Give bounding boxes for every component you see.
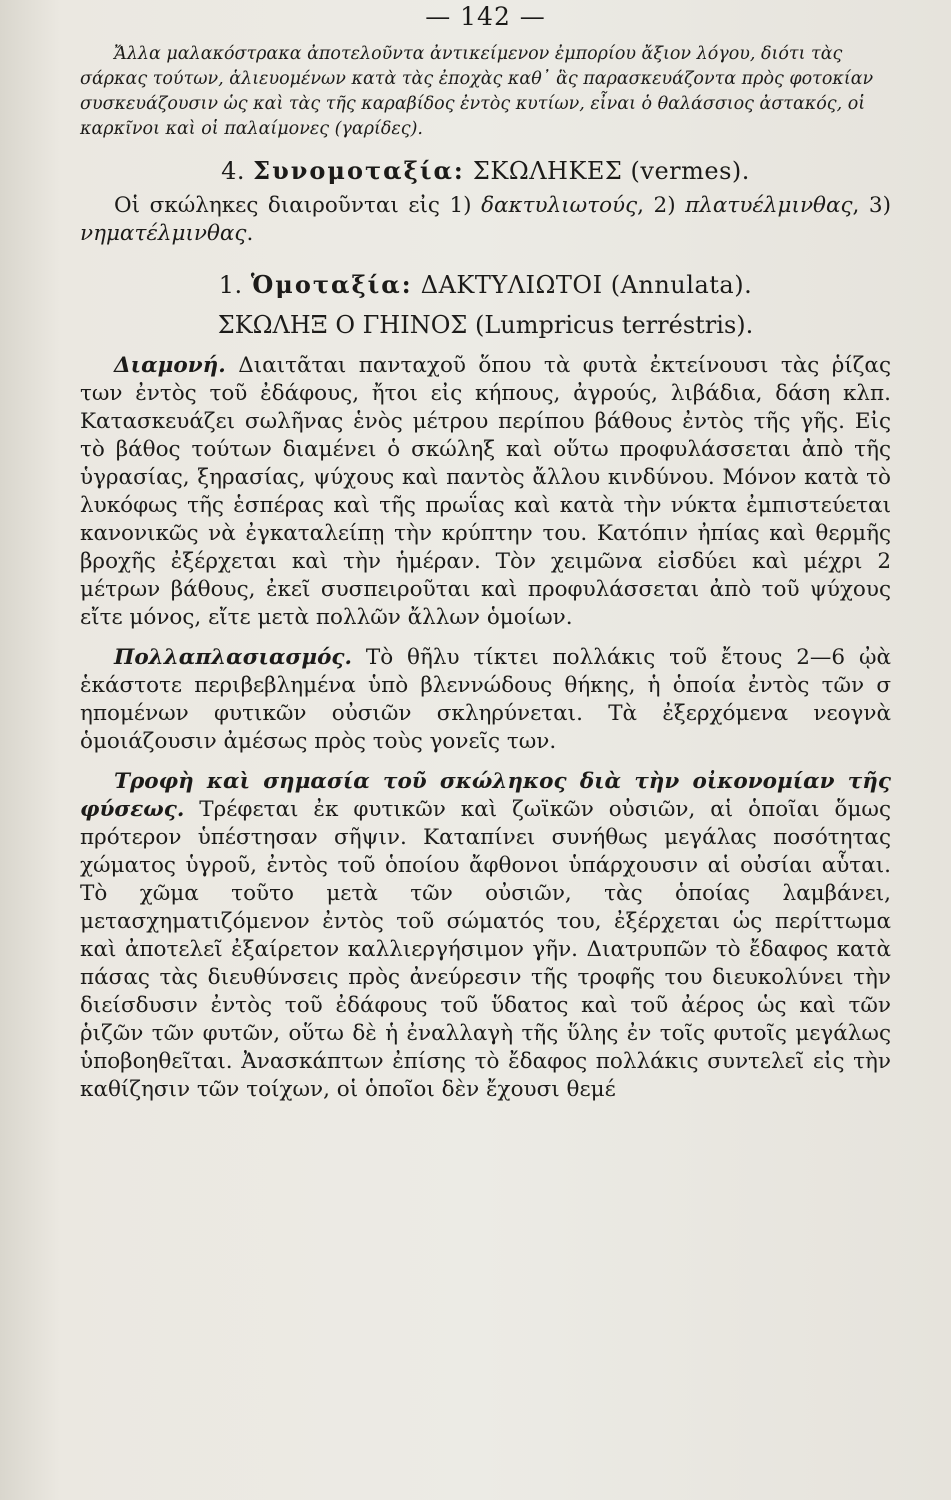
classification-paragraph: [80, 192, 891, 248]
subsection-number: 1.: [218, 271, 243, 299]
section-title: ΣΚΩΛΗΚΕΣ (vermes).: [472, 157, 750, 185]
page-number: — 142 —: [425, 2, 546, 31]
paragraph-nutrition-lead: Τροφὴ καὶ σημασία τοῦ σκώληκος διὰ τὴν οἰκονομίαν τῆς φύσεως.: [80, 769, 891, 822]
intro-paragraph: Ἄλλα μαλακόστρακα ἀποτελοῦντα ἀντικείμενον ἐμπορίου ἄξιον λόγου, διότι τὰς σάρκας τούτων, ἁλιευομένων κατὰ τὰς ἐποχὰς καθ᾿ ἃς παρασκευάζοντα πρὸς φοτοκίαν συσκευάζουσιν ὡς καὶ τὰς τῆς καραβίδος ἐντὸς κυτίων, εἶναι ὁ θαλάσσιος ἀστακός, οἱ καρκῖνοι καὶ οἱ παλαίμονες (γαρίδες).: [80, 44, 874, 139]
classification-term-3: νηματέλμινθας: [80, 221, 247, 246]
subsection-heading: [80, 270, 891, 300]
paragraph-reproduction-lead: Πολλαπλασιασμός.: [114, 645, 353, 670]
classification-text-after: .: [246, 221, 254, 246]
paragraph-habitat-text: Διαιτᾶται πανταχοῦ ὅπου τὰ φυτὰ ἐκτείνουσι τὰς ῥίζας των ἐντὸς τοῦ ἐδάφους, ἤτοι εἰς κήπους, ἀγρούς, λιβάδια, δάση κλπ. Κατασκευάζει σωλῆνας ἑνὸς μέτρου περίπου βάθους ἐντὸς τῆς γῆς. Εἰς τὸ βάθος τούτων διαμένει ὁ σκώληξ καὶ οὕτω προφυλάσσεται ἀπὸ τῆς ὑγρασίας, ξηρασίας, ψύχους καὶ παντὸς ἄλλου κινδύνου. Μόνον κατὰ τὸ λυκόφως τῆς ἑσπέρας καὶ τῆς πρωΐας καὶ κατὰ τὴν νύκτα ἐμπιστεύεται κανονικῶς νὰ ἐγκαταλείπῃ τὴν κρύπτην του. Κατόπιν ἠπίας καὶ θερμῆς βροχῆς ἐξέρχεται καὶ τὴν ἡμέραν. Τὸν χειμῶνα εἰσδύει καὶ μέχρι 2 μέτρων βάθους, ἐκεῖ συσπειροῦται καὶ προφυλάσσεται ἀπὸ τοῦ ψύχους εἴτε μόνος, εἴτε μετὰ πολλῶν ἄλλων ὁμοίων.: [80, 353, 891, 630]
paragraph-habitat: [80, 352, 891, 632]
section-number: 4.: [221, 157, 245, 185]
classification-term-2: πλατυέλμινθας: [685, 193, 853, 218]
species-heading: ΣΚΩΛΗΞ Ο ΓΗΙΝΟΣ (Lumpricus terréstris).: [217, 311, 754, 339]
paragraph-reproduction: [80, 644, 891, 756]
subsection-label: Ὁμοταξία:: [250, 270, 413, 299]
section-heading: [80, 156, 891, 186]
subsection-title: ΔΑΚΤΥΛΙΩΤΟΙ (Annulata).: [420, 271, 753, 299]
classification-term-1: δακτυλιωτούς: [481, 193, 638, 218]
section-label: Συνομοταξία:: [253, 156, 465, 185]
paragraph-nutrition: [80, 768, 891, 1104]
classification-text-mid-2: , 3): [852, 193, 891, 218]
classification-text-mid-1: , 2): [637, 193, 686, 218]
paragraph-reproduction-text: Τὸ θῆλυ τίκτει πολλάκις τοῦ ἔτους 2—6 ᾠὰ ἑκάστοτε περιβεβλημένα ὑπὸ βλεννώδους θήκης, ἡ ὁποία ἐντὸς τῶν σ ηπομένων φυτικῶν οὐσιῶν σκληρύνεται. Τὰ ἐξερχόμενα νεογνὰ ὁμοιάζουσιν ἀμέσως πρὸς τοὺς γονεῖς των.: [80, 645, 891, 754]
paragraph-habitat-lead: Διαμονή.: [114, 353, 226, 378]
paragraph-nutrition-text: Τρέφεται ἐκ φυτικῶν καὶ ζωϊκῶν οὐσιῶν, αἱ ὁποῖαι ὅμως πρότερον ὑπέστησαν σῆψιν. Καταπίνει συνήθως μεγάλας ποσότητας χώματος ὑγροῦ, ἐντὸς τοῦ ὁποίου ἄφθονοι ὑπάρχουσιν αἱ οὐσίαι αὗται. Τὸ χῶμα τοῦτο μετὰ τῶν οὐσιῶν, τὰς ὁποίας λαμβάνει, μετασχηματιζόμενον ἐντὸς τοῦ σώματός του, ἐξέρχεται ὡς περίττωμα καὶ ἀποτελεῖ ἐξαίρετον καλλιεργήσιμον γῆν. Διατρυπῶν τὸ ἔδαφος κατὰ πάσας τὰς διευθύνσεις πρὸς ἀνεύρεσιν τῆς τροφῆς του διευκολύνει τὴν διείσδυσιν ἐντὸς τοῦ ἐδάφους τοῦ ὕδατος καὶ τοῦ ἀέρος ὡς καὶ τῶν ῥιζῶν τῶν φυτῶν, οὕτω δὲ ἡ ἐναλλαγὴ τῆς ὕλης ἐν τοῖς φυτοῖς μεγάλως ὑποβοηθεῖται. Ἀνασκάπτων ἐπίσης τὸ ἔδαφος πολλάκις συντελεῖ εἰς τὴν καθίζησιν τῶν τοίχων, οἱ ὁποῖοι δὲν ἔχουσι θεμέ: [80, 797, 891, 1102]
classification-text-before: Οἱ σκώληκες διαιροῦνται εἰς 1): [114, 193, 482, 218]
